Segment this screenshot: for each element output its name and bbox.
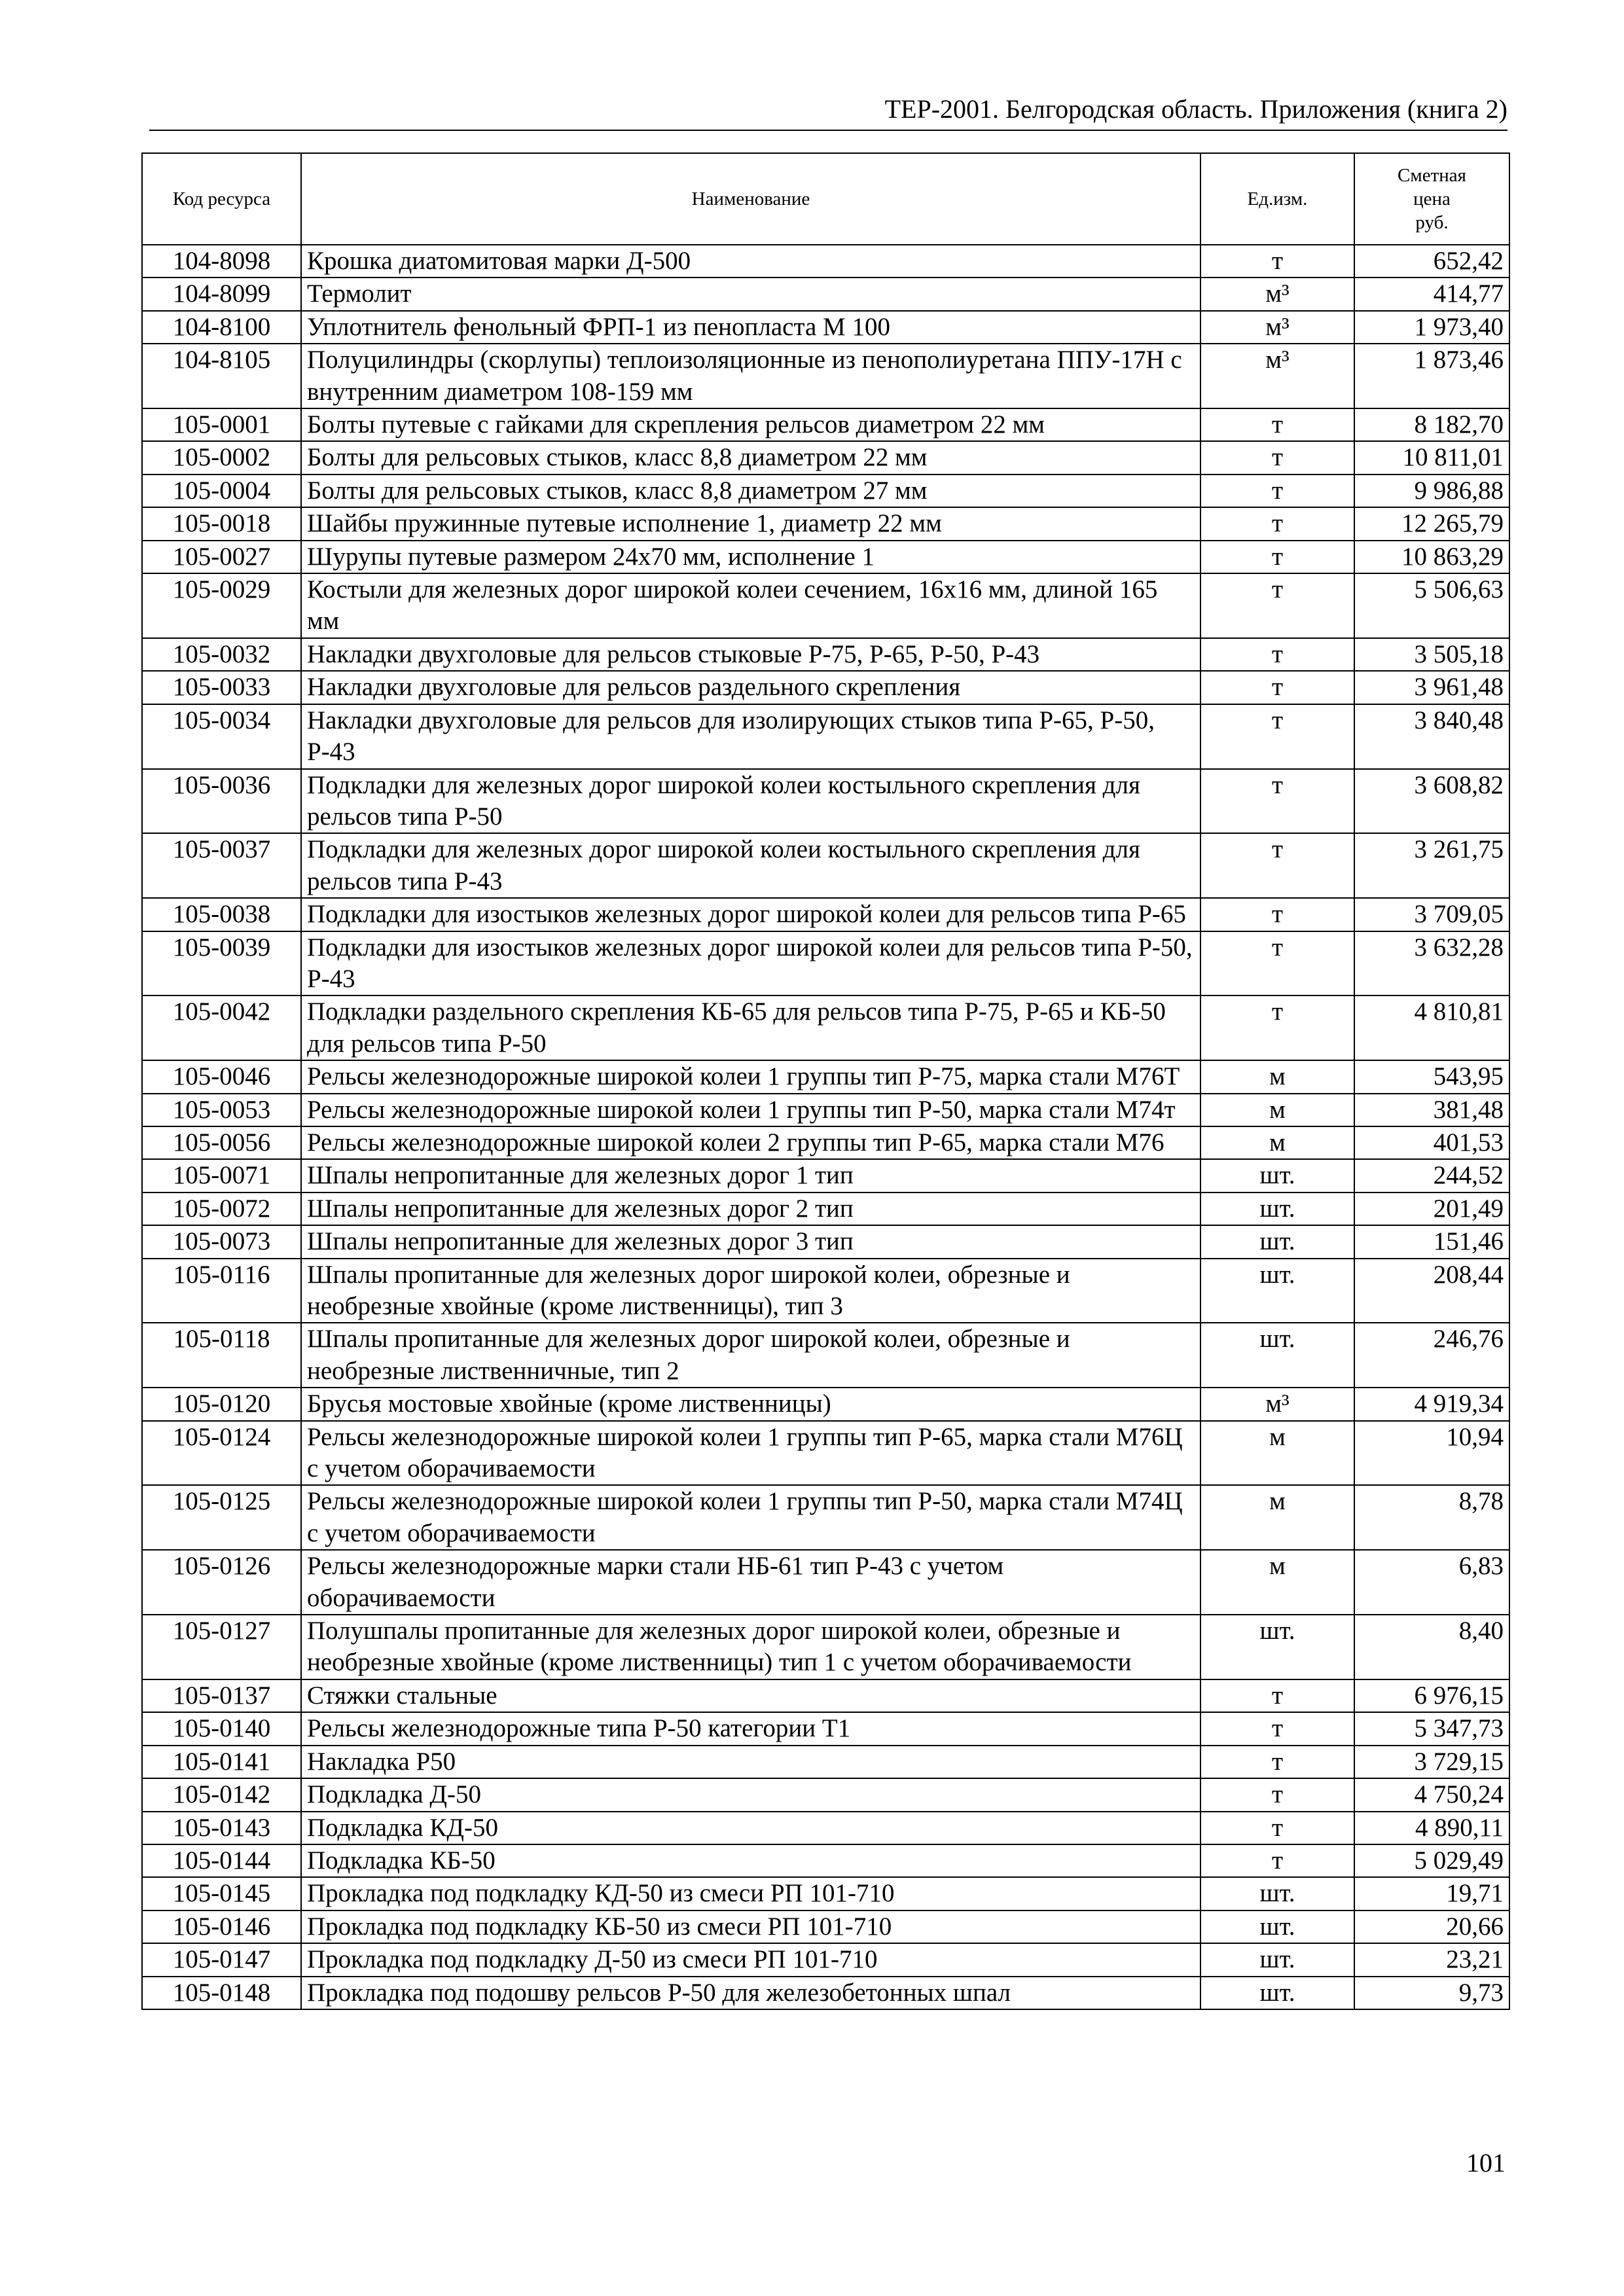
table-row: [142, 704, 1509, 769]
cell-resource-name: Рельсы железнодорожные широкой колеи 1 группы тип Р-65, марка стали М76Ц с учетом оборачиваемости: [301, 1421, 1200, 1486]
cell-resource-code: 105-0042: [142, 996, 301, 1060]
cell-resource-code: 105-0146: [142, 1910, 301, 1943]
cell-unit: т: [1200, 931, 1354, 996]
table-row: [142, 1746, 1509, 1778]
cell-unit: т: [1200, 1746, 1354, 1778]
cell-unit: шт.: [1200, 1159, 1354, 1192]
table-row: [142, 671, 1509, 704]
cell-resource-name: Рельсы железнодорожные широкой колеи 2 группы тип Р-65, марка стали М76: [301, 1126, 1200, 1159]
cell-unit: т: [1200, 1812, 1354, 1844]
cell-price: 3 505,18: [1354, 638, 1509, 671]
table-row: [142, 344, 1509, 408]
cell-resource-code: 105-0032: [142, 638, 301, 671]
cell-price: 246,76: [1354, 1323, 1509, 1388]
cell-resource-name: Уплотнитель фенольный ФРП-1 из пенопласта М 100: [301, 311, 1200, 344]
cell-price: 23,21: [1354, 1943, 1509, 1976]
cell-resource-name: Шпалы непропитанные для железных дорог 2 тип: [301, 1193, 1200, 1225]
cell-unit: шт.: [1200, 1193, 1354, 1225]
cell-unit: м: [1200, 1550, 1354, 1615]
cell-unit: м: [1200, 1485, 1354, 1550]
cell-resource-name: Полушпалы пропитанные для железных дорог широкой колеи, обрезные и необрезные хвойные (кроме лиственницы) тип 1 с учетом оборачиваемости: [301, 1615, 1200, 1679]
cell-resource-code: 105-0029: [142, 573, 301, 638]
cell-price: 6 976,15: [1354, 1679, 1509, 1712]
cell-unit: т: [1200, 507, 1354, 540]
cell-resource-code: 105-0046: [142, 1060, 301, 1093]
cell-unit: т: [1200, 704, 1354, 769]
cell-unit: шт.: [1200, 1943, 1354, 1976]
cell-resource-name: Рельсы железнодорожные марки стали НБ-61 тип Р-43 с учетом оборачиваемости: [301, 1550, 1200, 1615]
page-header: ТЕР-2001. Белгородская область. Приложения (книга 2): [884, 94, 1507, 124]
table-row: [142, 1060, 1509, 1093]
cell-resource-code: 105-0144: [142, 1844, 301, 1877]
cell-resource-name: Болты для рельсовых стыков, класс 8,8 диаметром 22 мм: [301, 441, 1200, 474]
cell-resource-name: Шурупы путевые размером 24х70 мм, исполнение 1: [301, 541, 1200, 573]
header-divider: [149, 130, 1507, 131]
cell-resource-name: Шпалы пропитанные для железных дорог широкой колеи, обрезные и необрезные лиственничные, тип 2: [301, 1323, 1200, 1388]
cell-resource-code: 105-0004: [142, 475, 301, 507]
cell-price: 3 840,48: [1354, 704, 1509, 769]
column-header-price: [1354, 153, 1509, 245]
table-row: [142, 507, 1509, 540]
cell-resource-name: Брусья мостовые хвойные (кроме лиственницы): [301, 1388, 1200, 1420]
cell-unit: шт.: [1200, 1977, 1354, 2009]
cell-resource-code: 105-0142: [142, 1778, 301, 1811]
table-header-row: [142, 153, 1509, 245]
cell-unit: м³: [1200, 278, 1354, 310]
cell-resource-code: 105-0036: [142, 769, 301, 834]
table-body: [142, 245, 1509, 2009]
cell-price: 8,40: [1354, 1615, 1509, 1679]
cell-price: 414,77: [1354, 278, 1509, 310]
cell-unit: т: [1200, 638, 1354, 671]
table-row: [142, 996, 1509, 1060]
cell-price: 5 506,63: [1354, 573, 1509, 638]
cell-resource-code: 104-8099: [142, 278, 301, 310]
cell-price: 4 750,24: [1354, 1778, 1509, 1811]
table-row: [142, 408, 1509, 441]
cell-resource-name: Термолит: [301, 278, 1200, 310]
cell-resource-name: Рельсы железнодорожные широкой колеи 1 группы тип Р-75, марка стали М76Т: [301, 1060, 1200, 1093]
cell-resource-name: Крошка диатомитовая марки Д-500: [301, 245, 1200, 278]
cell-unit: т: [1200, 1712, 1354, 1745]
cell-resource-code: 105-0124: [142, 1421, 301, 1486]
cell-price: 543,95: [1354, 1060, 1509, 1093]
cell-resource-name: Прокладка под подкладку КБ-50 из смеси РП 101-710: [301, 1910, 1200, 1943]
cell-price: 201,49: [1354, 1193, 1509, 1225]
price-table: [141, 152, 1510, 2010]
cell-unit: м³: [1200, 1388, 1354, 1420]
cell-unit: т: [1200, 833, 1354, 898]
table-row: [142, 278, 1509, 310]
cell-resource-code: 105-0145: [142, 1877, 301, 1910]
cell-price: 3 709,05: [1354, 898, 1509, 931]
cell-unit: шт.: [1200, 1910, 1354, 1943]
cell-resource-code: 105-0072: [142, 1193, 301, 1225]
table-row: [142, 1193, 1509, 1225]
cell-unit: т: [1200, 996, 1354, 1060]
cell-resource-code: 105-0073: [142, 1225, 301, 1258]
cell-price: 8 182,70: [1354, 408, 1509, 441]
table-row: [142, 1877, 1509, 1910]
cell-price: 6,83: [1354, 1550, 1509, 1615]
cell-unit: м: [1200, 1421, 1354, 1486]
cell-resource-name: Подкладка КД-50: [301, 1812, 1200, 1844]
cell-resource-name: Подкладки для железных дорог широкой колеи костыльного скрепления для рельсов типа Р-43: [301, 833, 1200, 898]
cell-unit: шт.: [1200, 1225, 1354, 1258]
cell-resource-name: Полуцилиндры (скорлупы) теплоизоляционные из пенополиуретана ППУ-17Н с внутренним диаметром 108-159 мм: [301, 344, 1200, 408]
cell-price: 1 973,40: [1354, 311, 1509, 344]
cell-resource-name: Подкладки для изостыков железных дорог широкой колеи для рельсов типа Р-50, Р-43: [301, 931, 1200, 996]
cell-resource-code: 105-0148: [142, 1977, 301, 2009]
cell-price: 5 347,73: [1354, 1712, 1509, 1745]
table-row: [142, 1712, 1509, 1745]
table-row: [142, 1421, 1509, 1486]
table-row: [142, 1094, 1509, 1126]
table-row: [142, 1550, 1509, 1615]
cell-price: 10 811,01: [1354, 441, 1509, 474]
cell-price: 19,71: [1354, 1877, 1509, 1910]
cell-resource-name: Костыли для железных дорог широкой колеи сечением, 16х16 мм, длиной 165 мм: [301, 573, 1200, 638]
cell-resource-name: Шпалы непропитанные для железных дорог 1 тип: [301, 1159, 1200, 1192]
cell-unit: т: [1200, 671, 1354, 704]
cell-resource-code: 105-0027: [142, 541, 301, 573]
cell-resource-name: Накладки двухголовые для рельсов для изолирующих стыков типа Р-65, Р-50, Р-43: [301, 704, 1200, 769]
table-row: [142, 1778, 1509, 1811]
cell-unit: м³: [1200, 344, 1354, 408]
cell-resource-name: Прокладка под подкладку КД-50 из смеси РП 101-710: [301, 1877, 1200, 1910]
column-header-price-line: Сметная: [1398, 165, 1466, 186]
table-row: [142, 638, 1509, 671]
cell-resource-code: 105-0141: [142, 1746, 301, 1778]
cell-price: 3 608,82: [1354, 769, 1509, 834]
table-row: [142, 1812, 1509, 1844]
cell-price: 3 632,28: [1354, 931, 1509, 996]
cell-resource-code: 105-0018: [142, 507, 301, 540]
cell-resource-name: Шпалы пропитанные для железных дорог широкой колеи, обрезные и необрезные хвойные (кроме лиственницы), тип 3: [301, 1259, 1200, 1323]
cell-price: 244,52: [1354, 1159, 1509, 1192]
cell-price: 9 986,88: [1354, 475, 1509, 507]
cell-resource-name: Болты для рельсовых стыков, класс 8,8 диаметром 27 мм: [301, 475, 1200, 507]
cell-resource-code: 105-0126: [142, 1550, 301, 1615]
cell-price: 8,78: [1354, 1485, 1509, 1550]
column-header-price-line: цена: [1413, 188, 1451, 209]
cell-unit: т: [1200, 573, 1354, 638]
cell-unit: т: [1200, 1679, 1354, 1712]
cell-unit: т: [1200, 898, 1354, 931]
table-row: [142, 1615, 1509, 1679]
cell-unit: т: [1200, 769, 1354, 834]
cell-resource-code: 105-0125: [142, 1485, 301, 1550]
cell-unit: т: [1200, 541, 1354, 573]
cell-resource-name: Подкладки для изостыков железных дорог широкой колеи для рельсов типа Р-65: [301, 898, 1200, 931]
cell-resource-code: 105-0071: [142, 1159, 301, 1192]
cell-resource-code: 104-8100: [142, 311, 301, 344]
cell-price: 9,73: [1354, 1977, 1509, 2009]
cell-resource-code: 105-0037: [142, 833, 301, 898]
table-row: [142, 245, 1509, 278]
page-number: 101: [1466, 2148, 1506, 2178]
table-row: [142, 1323, 1509, 1388]
cell-resource-name: Шпалы непропитанные для железных дорог 3 тип: [301, 1225, 1200, 1258]
cell-price: 5 029,49: [1354, 1844, 1509, 1877]
cell-price: 1 873,46: [1354, 344, 1509, 408]
table-row: [142, 1844, 1509, 1877]
cell-resource-code: 105-0039: [142, 931, 301, 996]
cell-resource-code: 104-8105: [142, 344, 301, 408]
table-row: [142, 1977, 1509, 2009]
cell-resource-name: Прокладка под подошву рельсов Р-50 для железобетонных шпал: [301, 1977, 1200, 2009]
cell-price: 401,53: [1354, 1126, 1509, 1159]
table-row: [142, 833, 1509, 898]
cell-resource-name: Рельсы железнодорожные типа Р-50 категории Т1: [301, 1712, 1200, 1745]
table-row: [142, 1388, 1509, 1420]
table-row: [142, 573, 1509, 638]
cell-price: 3 261,75: [1354, 833, 1509, 898]
table-row: [142, 311, 1509, 344]
cell-unit: шт.: [1200, 1877, 1354, 1910]
cell-resource-name: Подкладки раздельного скрепления КБ-65 для рельсов типа Р-75, Р-65 и КБ-50 для рельсов типа Р-50: [301, 996, 1200, 1060]
cell-resource-code: 105-0053: [142, 1094, 301, 1126]
cell-price: 381,48: [1354, 1094, 1509, 1126]
cell-resource-code: 105-0038: [142, 898, 301, 931]
cell-resource-code: 105-0147: [142, 1943, 301, 1976]
cell-unit: т: [1200, 245, 1354, 278]
column-header-unit: Ед.изм.: [1200, 153, 1354, 245]
column-header-price-line: руб.: [1415, 212, 1449, 233]
cell-resource-name: Болты путевые с гайками для скрепления рельсов диаметром 22 мм: [301, 408, 1200, 441]
cell-price: 12 265,79: [1354, 507, 1509, 540]
table-row: [142, 441, 1509, 474]
cell-price: 3 961,48: [1354, 671, 1509, 704]
table-row: [142, 1259, 1509, 1323]
table-row: [142, 1679, 1509, 1712]
cell-resource-code: 105-0118: [142, 1323, 301, 1388]
cell-price: 20,66: [1354, 1910, 1509, 1943]
table-row: [142, 1943, 1509, 1976]
cell-price: 151,46: [1354, 1225, 1509, 1258]
cell-resource-code: 105-0034: [142, 704, 301, 769]
cell-resource-name: Подкладка Д-50: [301, 1778, 1200, 1811]
table-row: [142, 931, 1509, 996]
cell-resource-name: Подкладка КБ-50: [301, 1844, 1200, 1877]
cell-resource-code: 105-0002: [142, 441, 301, 474]
table-row: [142, 1910, 1509, 1943]
cell-resource-code: 105-0143: [142, 1812, 301, 1844]
cell-resource-name: Рельсы железнодорожные широкой колеи 1 группы тип Р-50, марка стали М74Ц с учетом оборачиваемости: [301, 1485, 1200, 1550]
cell-unit: т: [1200, 408, 1354, 441]
cell-price: 4 919,34: [1354, 1388, 1509, 1420]
cell-resource-name: Стяжки стальные: [301, 1679, 1200, 1712]
cell-unit: шт.: [1200, 1323, 1354, 1388]
cell-resource-code: 105-0140: [142, 1712, 301, 1745]
cell-price: 4 810,81: [1354, 996, 1509, 1060]
table-row: [142, 1225, 1509, 1258]
cell-price: 10 863,29: [1354, 541, 1509, 573]
cell-unit: м: [1200, 1060, 1354, 1093]
cell-resource-code: 105-0056: [142, 1126, 301, 1159]
cell-resource-name: Шайбы пружинные путевые исполнение 1, диаметр 22 мм: [301, 507, 1200, 540]
cell-resource-code: 105-0033: [142, 671, 301, 704]
table-row: [142, 898, 1509, 931]
cell-price: 208,44: [1354, 1259, 1509, 1323]
cell-resource-code: 105-0120: [142, 1388, 301, 1420]
column-header-code: Код ресурса: [142, 153, 301, 245]
cell-resource-code: 105-0137: [142, 1679, 301, 1712]
table-row: [142, 541, 1509, 573]
cell-unit: т: [1200, 441, 1354, 474]
cell-resource-code: 105-0001: [142, 408, 301, 441]
cell-unit: шт.: [1200, 1615, 1354, 1679]
cell-resource-name: Рельсы железнодорожные широкой колеи 1 группы тип Р-50, марка стали М74т: [301, 1094, 1200, 1126]
cell-resource-name: Подкладки для железных дорог широкой колеи костыльного скрепления для рельсов типа Р-50: [301, 769, 1200, 834]
cell-price: 4 890,11: [1354, 1812, 1509, 1844]
cell-unit: т: [1200, 1844, 1354, 1877]
cell-resource-name: Накладки двухголовые для рельсов раздельного скрепления: [301, 671, 1200, 704]
table-row: [142, 1126, 1509, 1159]
cell-price: 652,42: [1354, 245, 1509, 278]
cell-unit: т: [1200, 475, 1354, 507]
table-row: [142, 769, 1509, 834]
cell-unit: м: [1200, 1094, 1354, 1126]
table-row: [142, 1485, 1509, 1550]
cell-price: 10,94: [1354, 1421, 1509, 1486]
table-row: [142, 1159, 1509, 1192]
cell-unit: шт.: [1200, 1259, 1354, 1323]
cell-unit: т: [1200, 1778, 1354, 1811]
column-header-name: Наименование: [301, 153, 1200, 245]
cell-resource-name: Накладка Р50: [301, 1746, 1200, 1778]
cell-resource-code: 104-8098: [142, 245, 301, 278]
cell-unit: м: [1200, 1126, 1354, 1159]
table-row: [142, 475, 1509, 507]
cell-resource-code: 105-0116: [142, 1259, 301, 1323]
cell-unit: м³: [1200, 311, 1354, 344]
cell-price: 3 729,15: [1354, 1746, 1509, 1778]
cell-resource-name: Прокладка под подкладку Д-50 из смеси РП 101-710: [301, 1943, 1200, 1976]
cell-resource-name: Накладки двухголовые для рельсов стыковые Р-75, Р-65, Р-50, Р-43: [301, 638, 1200, 671]
cell-resource-code: 105-0127: [142, 1615, 301, 1679]
